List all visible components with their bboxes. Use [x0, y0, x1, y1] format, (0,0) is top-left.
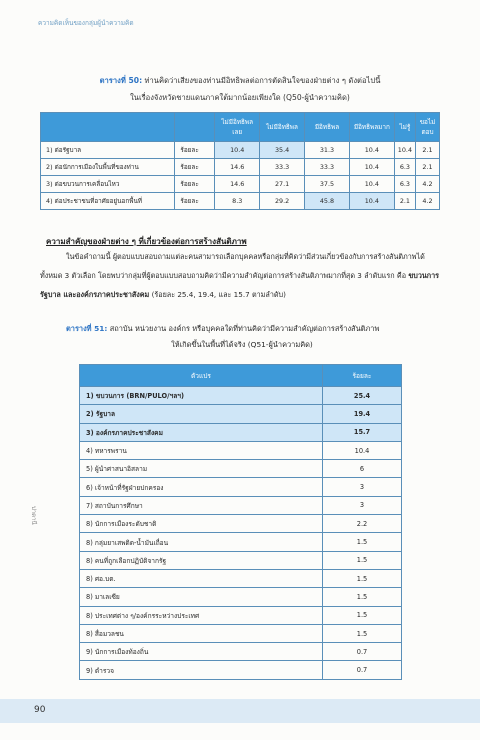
table-row	[80, 569, 402, 587]
table-row	[41, 176, 440, 193]
table-row	[80, 387, 402, 405]
row-value: 0.7	[323, 661, 402, 679]
table-row	[80, 441, 402, 459]
cell: 10.4	[215, 142, 260, 159]
row-label: 2) รัฐบาล	[80, 405, 323, 423]
table50-header: ไม่รู้	[394, 113, 415, 142]
cell: 10.4	[349, 176, 394, 193]
page-number: 90	[34, 705, 46, 715]
cell: 10.4	[349, 142, 394, 159]
row-label: 4) ต่อประชาชนที่อาศัยอยู่นอกพื้นที่	[41, 193, 175, 210]
table-row	[80, 551, 402, 569]
cell: 14.6	[215, 159, 260, 176]
row-value: 2.2	[323, 515, 402, 533]
cell: 6.3	[394, 159, 415, 176]
paragraph-text-end: (ร้อยละ 25.4, 19.4, และ 15.7 ตามลำดับ)	[151, 290, 286, 299]
table-row	[80, 478, 402, 496]
row-label: 9) ตำรวจ	[80, 661, 323, 679]
table50-header-row	[41, 113, 440, 142]
row-label: 8) มาเลเซีย	[80, 588, 323, 606]
cell: 33.3	[305, 159, 350, 176]
row-label: 1) ต่อรัฐบาล	[41, 142, 175, 159]
row-unit: ร้อยละ	[175, 193, 215, 210]
table51-title-line1: สถาบัน หน่วยงาน องค์กร หรือบุคคลใดที่ท่านคิดว่ามีความสำคัญต่อการสร้างสันติภาพ	[109, 324, 380, 333]
row-unit: ร้อยละ	[175, 176, 215, 193]
row-value: 3	[323, 496, 402, 514]
row-label: 8) คนที่ถูกเลือกปฏิบัติจากรัฐ	[80, 551, 323, 569]
row-value: 1.5	[323, 551, 402, 569]
table50-title-line2: ในเรื่องจังหวัดชายแดนภาคใต้มากน้อยเพียงใด (Q50-ผู้นำความคิด)	[130, 93, 350, 102]
row-value: 15.7	[323, 423, 402, 441]
cell: 10.4	[394, 142, 415, 159]
cell: 33.3	[260, 159, 305, 176]
row-value: 3	[323, 478, 402, 496]
row-label: 5) ผู้นำศาสนาอิสลาม	[80, 460, 323, 478]
table-row	[80, 423, 402, 441]
cell: 6.3	[394, 176, 415, 193]
cell: 29.2	[260, 193, 305, 210]
section-paragraph	[40, 247, 444, 304]
table-row	[41, 142, 440, 159]
row-label: 6) เจ้าหน้าที่รัฐฝ่ายปกครอง	[80, 478, 323, 496]
table50-header: ไม่มีอิทธิพล	[260, 113, 305, 142]
row-label: 4) ทหารพราน	[80, 441, 323, 459]
row-value: 10.4	[323, 441, 402, 459]
row-label: 7) สถาบันการศึกษา	[80, 496, 323, 514]
row-label: 3) องค์กรภาคประชาสังคม	[80, 423, 323, 441]
cell: 10.4	[349, 193, 394, 210]
table50	[40, 112, 440, 210]
table-row	[80, 533, 402, 551]
table50-caption	[40, 72, 440, 106]
table51-header-percent: ร้อยละ	[323, 365, 402, 387]
paragraph-text: ในข้อคำถามนี้ ผู้ตอบแบบสอบถามแต่ละคนสามารถเลือกบุคคลหรือกลุ่มที่คิดว่ามีส่วนเกี่ยวข้องกับการสร้างสันติภาพได้ทั้งหมด 3 ตัวเลือก โดยพบว่ากลุ่มที่ผู้ตอบแบบสอบถามคิดว่ามีความสำคัญต่อการสร้างสันติภาพมากที่สุด 3 ลำดับแรก คือ	[40, 252, 425, 280]
table50-title-line1: ท่านคิดว่าเสียงของท่านมีอิทธิพลต่อการตัดสินใจของฝ่ายต่าง ๆ ดังต่อไปนี้	[144, 76, 381, 85]
table51-caption	[40, 321, 444, 353]
table-row	[80, 405, 402, 423]
table-row	[80, 460, 402, 478]
table-row	[80, 515, 402, 533]
row-value: 6	[323, 460, 402, 478]
section-title: ความสำคัญของฝ่ายต่าง ๆ ที่เกี่ยวข้องต่อการสร้างสันติภาพ	[46, 237, 247, 246]
paragraph-highlight: ขบวนการ รัฐบาล และองค์กรภาคประชาสังคม	[40, 271, 440, 299]
table50-header: มีอิทธิพลมาก	[349, 113, 394, 142]
cell: 35.4	[260, 142, 305, 159]
row-label: 9) นักการเมืองท้องถิ่น	[80, 643, 323, 661]
table50-header: ไม่มีอิทธิพลเลย	[215, 113, 260, 142]
table50-label: ตารางที่ 50:	[99, 76, 143, 85]
side-margin-mark: ปาตานี	[30, 506, 37, 525]
table-row	[80, 643, 402, 661]
table50-header: ขอไม่ตอบ	[416, 113, 440, 142]
cell: 45.8	[305, 193, 350, 210]
cell: 10.4	[349, 159, 394, 176]
table51-label: ตารางที่ 51:	[66, 324, 108, 333]
cell: 8.3	[215, 193, 260, 210]
row-label: 3) ต่อขบวนการเคลื่อนไหว	[41, 176, 175, 193]
cell: 4.2	[416, 193, 440, 210]
row-unit: ร้อยละ	[175, 159, 215, 176]
table51-header-row	[80, 365, 402, 387]
row-label: 8) ศอ.บต.	[80, 569, 323, 587]
row-label: 8) นักการเมืองระดับชาติ	[80, 515, 323, 533]
cell: 2.1	[394, 193, 415, 210]
running-header: ความคิดเห็นของกลุ่มผู้นำความคิด	[38, 19, 134, 27]
row-label: 8) ประเทศต่าง ๆ/องค์กรระหว่างประเทศ	[80, 606, 323, 624]
row-value: 19.4	[323, 405, 402, 423]
row-value: 25.4	[323, 387, 402, 405]
row-value: 1.5	[323, 588, 402, 606]
cell: 27.1	[260, 176, 305, 193]
cell: 31.3	[305, 142, 350, 159]
table-row	[80, 606, 402, 624]
cell: 2.1	[416, 159, 440, 176]
row-unit: ร้อยละ	[175, 142, 215, 159]
table-row	[41, 193, 440, 210]
row-label: 1) ขบวนการ (BRN/PULO/ฯลฯ)	[80, 387, 323, 405]
row-label: 8) กลุ่มยาเสพติด-น้ำมันเถื่อน	[80, 533, 323, 551]
row-value: 1.5	[323, 624, 402, 642]
row-value: 1.5	[323, 533, 402, 551]
row-label: 8) สื่อมวลชน	[80, 624, 323, 642]
cell: 4.2	[416, 176, 440, 193]
footer-bar	[0, 699, 480, 723]
table-row	[80, 661, 402, 679]
cell: 2.1	[416, 142, 440, 159]
table-row	[80, 588, 402, 606]
row-label: 2) ต่อนักการเมืองในพื้นที่ของท่าน	[41, 159, 175, 176]
cell: 14.6	[215, 176, 260, 193]
cell: 37.5	[305, 176, 350, 193]
table-row	[80, 496, 402, 514]
table-row	[80, 624, 402, 642]
table50-header: มีอิทธิพล	[305, 113, 350, 142]
table-row	[41, 159, 440, 176]
row-value: 1.5	[323, 569, 402, 587]
table51	[79, 364, 402, 680]
table51-title-line2: ให้เกิดขึ้นในพื้นที่ได้จริง (Q51-ผู้นำความคิด)	[171, 340, 313, 349]
table50-header-blank	[175, 113, 215, 142]
row-value: 1.5	[323, 606, 402, 624]
row-value: 0.7	[323, 643, 402, 661]
table50-header-blank	[41, 113, 175, 142]
table51-header-variable: ตัวแปร	[80, 365, 323, 387]
